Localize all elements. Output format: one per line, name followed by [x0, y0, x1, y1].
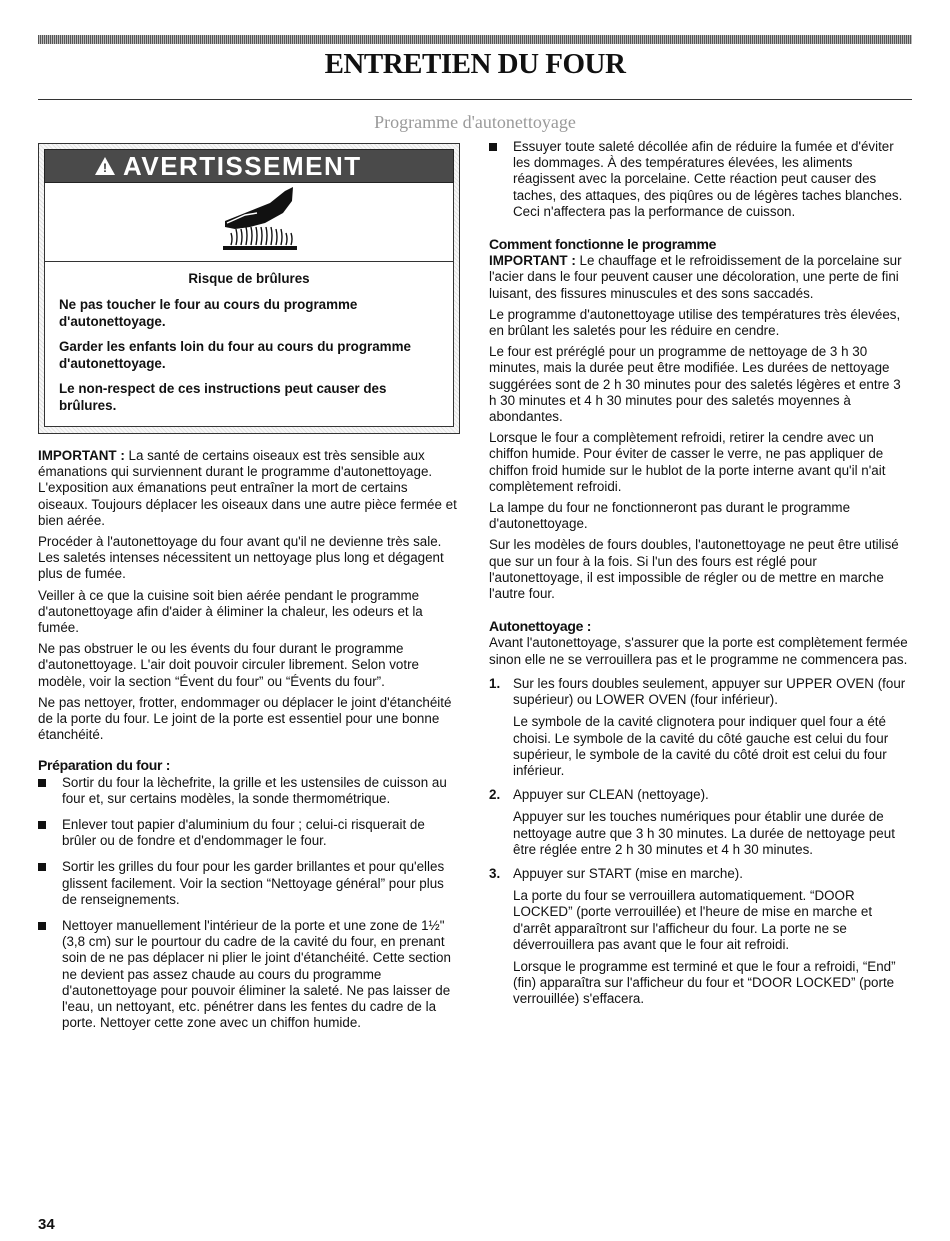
hot-surface-hand-icon: [44, 183, 454, 261]
page-number: 34: [38, 1216, 55, 1233]
step-text: Appuyer sur START (mise en marche).: [513, 865, 743, 881]
section-subtitle: Programme d'autonettoyage: [374, 112, 576, 132]
list-item: Enlever tout papier d'aluminium du four ; celui-ci risquerait de brûler ou de fondre et d'endommager le four.: [38, 817, 458, 849]
auto-heading: Autonettoyage :: [489, 618, 592, 635]
prep-list: [38, 775, 458, 1032]
step-number: 3.: [489, 865, 501, 881]
right-column: [489, 139, 909, 1016]
auto-intro: Avant l'autonettoyage, s'assurer que la porte est complètement fermée sinon elle ne se verrouillera pas et le programme ne commencera pas.: [489, 635, 908, 667]
step-item: [489, 787, 909, 858]
continued-list: [489, 139, 909, 220]
left-column: [38, 143, 458, 1042]
warning-line: Ne pas toucher le four au cours du programme d'autonettoyage.: [59, 297, 358, 329]
warning-triangle-icon: !: [95, 157, 115, 175]
paragraph: Le programme d'autonettoyage utilise des températures très élevées, en brûlant les saletés pour les réduire en cendre.: [489, 306, 901, 339]
how-important-paragraph: [489, 253, 909, 302]
paragraph: Le four est préréglé pour un programme de nettoyage de 3 h 30 minutes, mais la durée peut être modifiée. Les durées de nettoyage suggérées sont de 2 h 30 minutes pour des saletés légères et entre 3 h 30 minutes et 4 h 30 minutes pour des saletés moyennes à abondantes.: [489, 344, 901, 425]
step-detail: La porte du four se verrouillera automatiquement. “DOOR LOCKED” (porte verrouillée) et l'heure de mise en marche et d'arrêt apparaîtront sur l'afficheur du four. La porte ne se déverrouillera pas avant que le four ait refroidi.: [513, 888, 873, 952]
paragraph: Procéder à l'autonettoyage du four avant qu'il ne devienne très sale. Les saletés intenses nécessitent un nettoyage plus long et dégagent plus de fumée.: [38, 534, 444, 582]
left-body: [38, 448, 458, 1032]
warning-box: [38, 143, 460, 434]
warning-text: [44, 261, 454, 427]
steps-list: [489, 676, 909, 1008]
how-important-label: IMPORTANT :: [489, 253, 576, 269]
step-detail: Le symbole de la cavité clignotera pour indiquer quel four a été choisi. Le symbole de la cavité du côté gauche est celui du four supérieur, le symbole de la cavité du côté droit est celui du four inférieur.: [513, 714, 889, 778]
important-label: IMPORTANT :: [38, 448, 125, 463]
prep-heading: Préparation du four :: [38, 757, 171, 774]
warning-line: Le non-respect de ces instructions peut causer des brûlures.: [59, 381, 387, 413]
important-text: La santé de certains oiseaux est très sensible aux émanations qui surviennent durant le programme d'autonettoyage. L'exposition aux émanations peut entraîner la mort de certains oiseaux. Toujours déplacer les oiseaux dans une autre pièce fermée et bien aérée.: [38, 448, 457, 528]
paragraph: Ne pas nettoyer, frotter, endommager ou déplacer le joint d'étanchéité de la porte du four. Le joint de la porte est essentiel pour une bonne étanchéité.: [38, 694, 452, 743]
warning-header: [44, 149, 454, 183]
paragraph: Ne pas obstruer le ou les évents du four durant le programme d'autonettoyage. L'air doit pouvoir circuler librement. Selon votre modèle, voir la section “Évent du four” ou “Évents du four”.: [38, 641, 420, 689]
step-number: 1.: [489, 675, 501, 691]
warning-heading: Risque de brûlures: [188, 271, 310, 286]
warning-label: AVERTISSEMENT: [123, 150, 362, 181]
important-paragraph: [38, 448, 458, 529]
how-heading: Comment fonctionne le programme: [489, 236, 717, 253]
paragraph: La lampe du four ne fonctionneront pas durant le programme d'autonettoyage.: [489, 500, 851, 532]
step-item: [489, 676, 909, 779]
paragraph: Veiller à ce que la cuisine soit bien aérée pendant le programme d'autonettoyage afin d'aider à éliminer la chaleur, les odeurs et la fumée.: [38, 587, 423, 636]
list-item: Sortir les grilles du four pour les garder brillantes et pour qu'elles glissent facilement. Voir la section “Nettoyage général” pour plus de renseignements.: [38, 859, 458, 908]
warning-line: Garder les enfants loin du four au cours du programme d'autonettoyage.: [59, 339, 411, 371]
page-title: ENTRETIEN DU FOUR: [324, 48, 626, 80]
header-rule-bar: [38, 35, 912, 44]
step-detail: Lorsque le programme est terminé et que le four a refroidi, “End” (fin) apparaîtra sur l'afficheur du four et “DOOR LOCKED” (porte verrouillée) s'effacera.: [513, 958, 896, 1007]
step-detail: Appuyer sur les touches numériques pour établir une durée de nettoyage autre que 3 h 30 minutes. La durée de nettoyage peut être réglée entre 2 h 30 minutes et 4 h 30 minutes.: [513, 809, 895, 857]
step-number: 2.: [489, 787, 501, 803]
title-divider: [38, 99, 912, 100]
step-text: Sur les fours doubles seulement, appuyer sur UPPER OVEN (four supérieur) ou LOWER OVEN (four inférieur).: [513, 675, 906, 708]
step-text: Appuyer sur CLEAN (nettoyage).: [513, 787, 709, 803]
paragraph: Sur les modèles de fours doubles, l'autonettoyage ne peut être utilisé que sur un four à la fois. Si l'un des fours est réglé pour l'autonettoyage, il est impossible de régler ou de mettre en marche l'autre four.: [489, 537, 899, 602]
list-item: Sortir du four la lèchefrite, la grille et les ustensiles de cuisson au four et, sur certains modèles, la sonde thermométrique.: [38, 775, 458, 807]
paragraph: Lorsque le four a complètement refroidi, retirer la cendre avec un chiffon humide. Pour éviter de casser le verre, ne pas appliquer de chiffon froid humide sur le hublot de la porte interne avant qu'il n'ait complètement refroidi.: [489, 430, 886, 494]
step-item: [489, 866, 909, 1008]
list-item: Nettoyer manuellement l'intérieur de la porte et une zone de 1½" (3,8 cm) sur le pourtour du cadre de la cavité du four, en prenant soin de ne pas déplacer ni plier le joint d'étanchéité. Cette section ne devient pas assez chaude au cours du programme d'autonettoyage pour pouvoir éliminer la saleté. Ne pas laisser de l'eau, un nettoyant, etc. pénétrer dans les fentes du cadre de la porte. Nettoyer cette zone avec un chiffon humide.: [38, 918, 458, 1031]
list-item: Essuyer toute saleté décollée afin de réduire la fumée et d'éviter les dommages. À des températures élevées, les aliments réagissent avec la porcelaine. Cette réaction peut causer des taches, des attaques, des piqûres ou de légères taches blanches. Ceci n'affectera pas la performance de cuisson.: [489, 139, 909, 220]
how-important-text: Le chauffage et le refroidissement de la porcelaine sur l'acier dans le four peuvent causer une décoloration, une perte de fini luisant, des fissures minuscules et des sons saccadés.: [489, 253, 902, 301]
